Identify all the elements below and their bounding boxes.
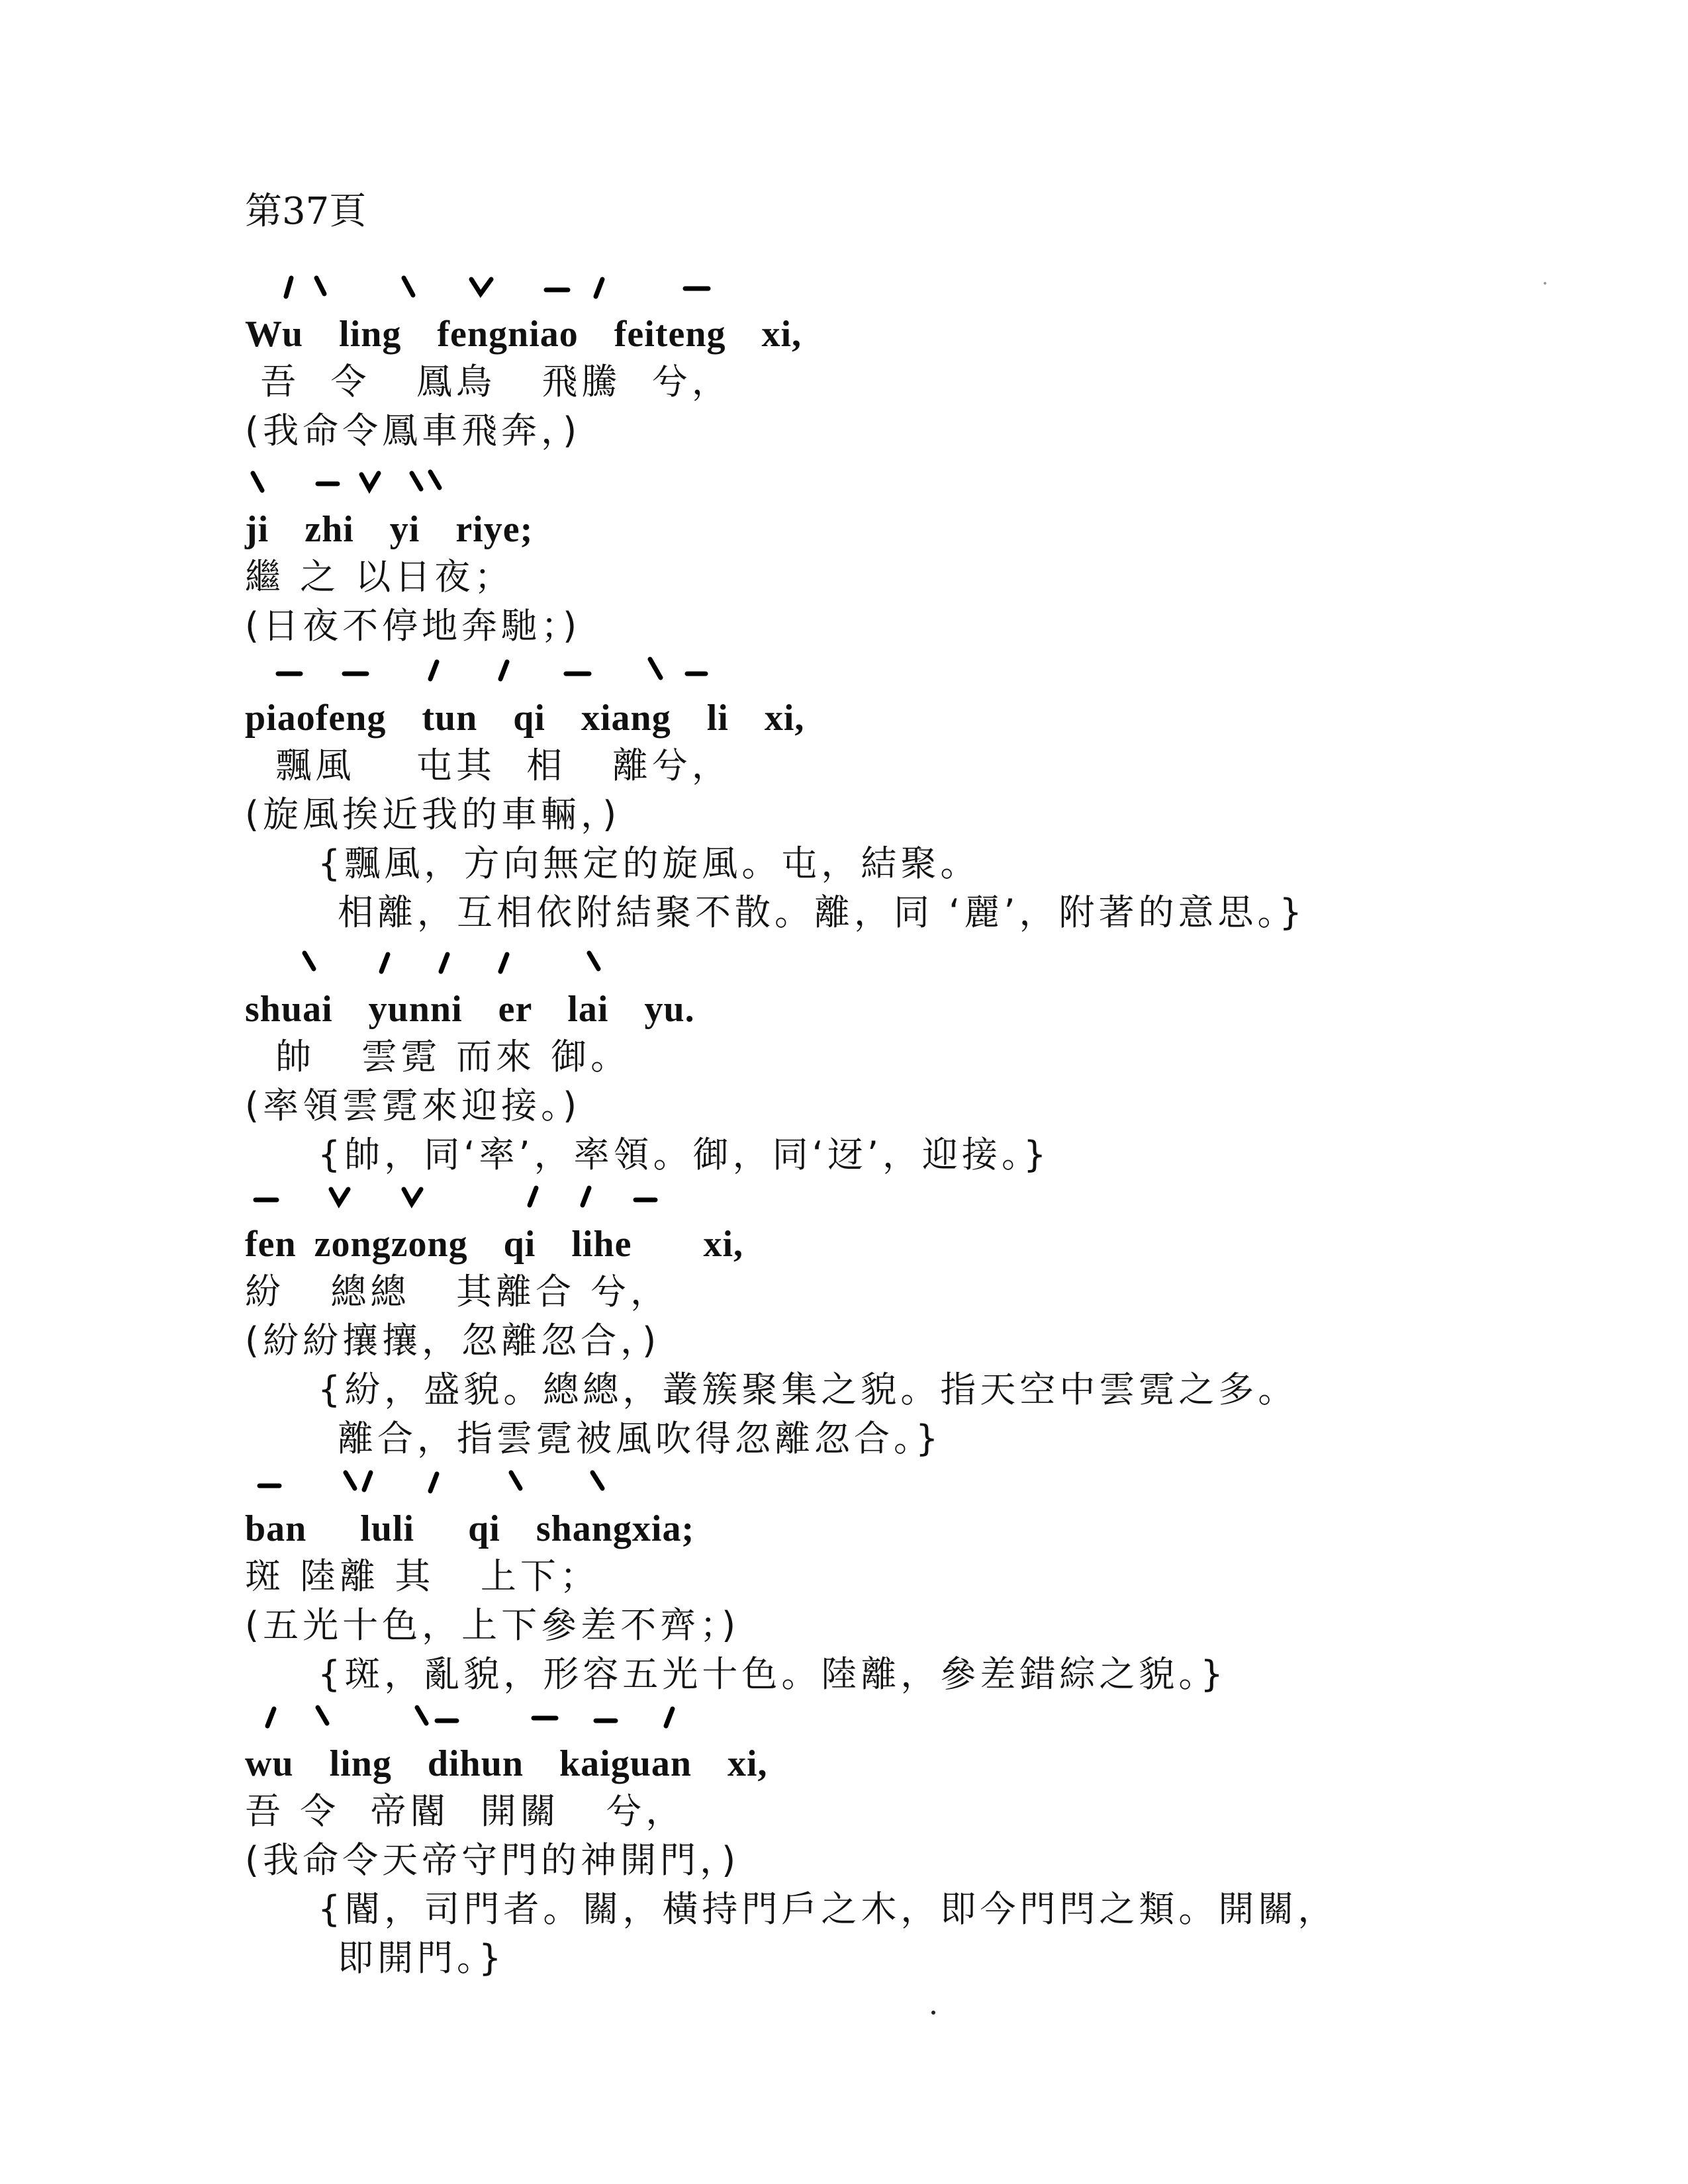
tone-marks <box>245 460 907 506</box>
hanzi-line: 繼 之 以日夜； <box>245 556 514 598</box>
pinyin-line: piaofeng tun qi xiang li xi, <box>245 698 805 739</box>
hanzi-line: 斑 陸離 其 上下； <box>245 1555 600 1597</box>
tone-rising <box>286 278 291 296</box>
tone-marks <box>245 940 907 986</box>
tone-falling <box>430 472 440 488</box>
hanzi-line: 吾 令 鳳鳥 飛騰 兮， <box>245 361 731 402</box>
translation-line: (我命令天帝守門的神開門，) <box>245 1839 740 1881</box>
verse-2 <box>245 460 1503 651</box>
tone-rising <box>430 1474 437 1491</box>
tone-falling <box>592 1473 602 1488</box>
annotation-line: {帥，同‘率’，率領。御，同‘迓’，迎接。} <box>318 1134 1051 1175</box>
pinyin-line: shuai yunni er lai yu. <box>245 989 695 1030</box>
annotation-line: 離合，指雲霓被風吹得忽離忽合。} <box>338 1418 943 1459</box>
tone-falling <box>253 473 262 490</box>
tone-rising <box>441 954 447 972</box>
annotation-line: {紛，盛貌。總總，叢簇聚集之貌。指天空中雲霓之多。 <box>318 1369 1298 1410</box>
annotation-line: {閽，司門者。關，橫持門戶之木，即今門閂之類。開關， <box>318 1888 1338 1930</box>
verse-4 <box>245 940 1503 1179</box>
tone-falling <box>417 1707 426 1723</box>
tone-dipping <box>471 279 491 294</box>
scan-speck <box>1544 282 1546 285</box>
annotation-line: 相離，互相依附結聚不散。離，同 ‘麗’，附著的意思。} <box>338 891 1306 933</box>
tone-rising <box>500 954 507 972</box>
tone-falling <box>305 953 314 969</box>
verse-5 <box>245 1175 1503 1463</box>
pinyin-line: fen zongzong qi lihe xi, <box>245 1224 744 1265</box>
translation-line: (日夜不停地奔馳；) <box>245 605 581 647</box>
tone-marks-svg <box>245 1459 907 1506</box>
tone-marks <box>245 1459 907 1506</box>
tone-rising <box>583 1188 589 1205</box>
pinyin-line: ji zhi yi riye; <box>245 509 534 550</box>
tone-marks <box>245 1175 907 1221</box>
tone-dipping <box>331 1189 348 1204</box>
translation-line: (旋風挨近我的車輛，) <box>245 794 621 835</box>
tone-marks <box>245 265 907 311</box>
tone-rising <box>666 1709 673 1726</box>
tone-falling <box>318 1707 327 1723</box>
annotation-line: {斑，亂貌，形容五光十色。陸離，參差錯綜之貌。} <box>318 1653 1227 1695</box>
tone-marks-svg <box>245 649 907 695</box>
tone-falling <box>511 1473 520 1488</box>
annotation-line: 即開門。} <box>338 1937 506 1979</box>
tone-marks-svg <box>245 940 907 986</box>
page-number: 第37頁 <box>245 190 367 233</box>
tone-marks-svg <box>245 460 907 506</box>
tone-rising <box>267 1709 274 1726</box>
tone-rising <box>381 954 388 972</box>
translation-line: (我命令鳳車飛奔，) <box>245 410 581 451</box>
tone-dipping <box>361 473 379 489</box>
hanzi-line: 帥 雲霓 而來 御。 <box>245 1036 631 1077</box>
tone-falling <box>316 278 324 294</box>
verse-6 <box>245 1459 1503 1699</box>
pinyin-line: wu ling dihun kaiguan xi, <box>245 1743 768 1784</box>
translation-line: (五光十色，上下參差不齊；) <box>245 1604 740 1646</box>
pinyin-line: ban luli qi shangxia; <box>245 1508 695 1549</box>
tone-falling <box>650 659 661 678</box>
pinyin-line: Wu ling fengniao feiteng xi, <box>245 314 802 355</box>
hanzi-line: 吾 令 帝閽 開關 兮， <box>245 1790 686 1832</box>
tone-falling <box>412 473 421 489</box>
tone-rising <box>596 279 602 296</box>
tone-marks-svg <box>245 1694 907 1741</box>
tone-rising <box>530 1188 536 1205</box>
tone-rising <box>500 662 507 679</box>
tone-dipping <box>404 1189 421 1204</box>
tone-marks <box>245 1694 907 1741</box>
tone-marks-svg <box>245 1175 907 1221</box>
tone-marks <box>245 649 907 695</box>
scan-speck <box>931 2011 935 2015</box>
translation-line: (率領雲霓來迎接。) <box>245 1085 581 1126</box>
tone-rising <box>364 1473 371 1490</box>
verse-3 <box>245 649 1503 937</box>
tone-marks-svg <box>245 265 907 311</box>
hanzi-line: 飄風 屯其 相 離兮， <box>245 745 731 786</box>
annotation-line: {飄風，方向無定的旋風。屯，結聚。 <box>318 842 980 884</box>
tone-falling <box>589 953 598 969</box>
translation-line: (紛紛攘攘，忽離忽合，) <box>245 1320 661 1361</box>
tone-rising <box>430 662 437 679</box>
hanzi-line: 紛 總總 其離合 兮， <box>245 1271 671 1312</box>
tone-falling <box>404 278 413 295</box>
tone-falling <box>346 1473 355 1488</box>
verse-1 <box>245 265 1503 455</box>
verse-7 <box>245 1694 1503 1983</box>
